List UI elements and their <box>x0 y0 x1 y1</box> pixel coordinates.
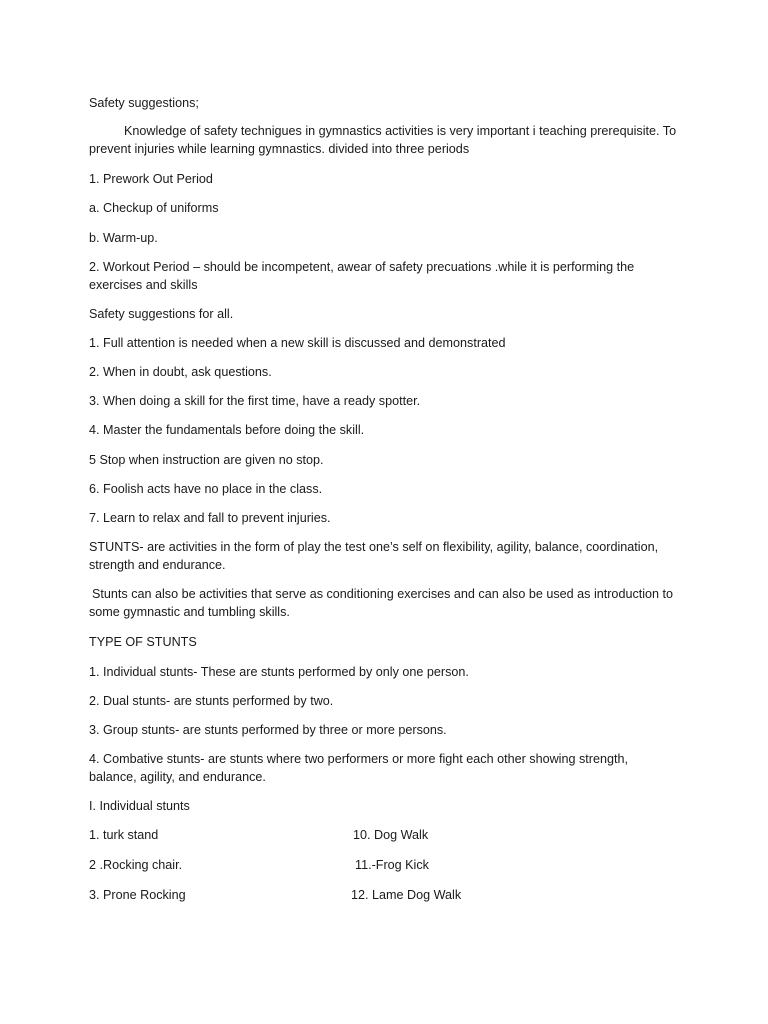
individual-stunt-left: 3. Prone Rocking <box>89 888 186 902</box>
individual-stunt-right: 11.-Frog Kick <box>355 858 429 872</box>
safety-item: 6. Foolish acts have no place in the class. <box>89 482 323 496</box>
individual-stunt-right: 10. Dog Walk <box>353 828 429 842</box>
stunts-definition: STUNTS- are activities in the form of play the test one’s self on flexibility, agility, balance, coordination, strength and endurance. <box>89 540 659 572</box>
stunt-type: 3. Group stunts- are stunts performed by three or more persons. <box>89 723 447 737</box>
individual-stunt-left: 1. turk stand <box>89 828 159 842</box>
safety-item: 5 Stop when instruction are given no stop. <box>89 453 324 467</box>
prework-period: 1. Prework Out Period <box>89 172 213 186</box>
workout-period: 2. Workout Period – should be incompetent, awear of safety precuations .while it is performing the exercises and skills <box>89 260 635 292</box>
individual-heading: I. Individual stunts <box>89 799 190 813</box>
safety-item: 1. Full attention is needed when a new skill is discussed and demonstrated <box>89 336 506 350</box>
safety-item: 7. Learn to relax and fall to prevent injuries. <box>89 511 331 525</box>
prework-item: a. Checkup of uniforms <box>89 201 219 215</box>
prework-item: b. Warm-up. <box>89 231 158 245</box>
safety-all-heading: Safety suggestions for all. <box>89 307 234 321</box>
type-heading: TYPE OF STUNTS <box>89 635 197 649</box>
stunt-type: 4. Combative stunts- are stunts where two performers or more fight each other showing strength, balance, agility, and endurance. <box>89 752 628 784</box>
intro-paragraph: Knowledge of safety technigues in gymnastics activities is very important i teaching prerequisite. To prevent injuries while learning gymnastics. divided into three periods <box>89 124 677 156</box>
individual-stunt-left: 2 .Rocking chair. <box>89 858 183 872</box>
heading: Safety suggestions; <box>89 96 199 110</box>
safety-item: 2. When in doubt, ask questions. <box>89 365 272 379</box>
safety-item: 4. Master the fundamentals before doing the skill. <box>89 423 365 437</box>
stunt-type: 2. Dual stunts- are stunts performed by two. <box>89 694 334 708</box>
safety-item: 3. When doing a skill for the first time, have a ready spotter. <box>89 394 421 408</box>
stunts-conditioning: Stunts can also be activities that serve as conditioning exercises and can also be used as introduction to some gymnastic and tumbling skills. <box>89 587 674 619</box>
individual-stunt-right: 12. Lame Dog Walk <box>351 888 462 902</box>
stunt-type: 1. Individual stunts- These are stunts performed by only one person. <box>89 665 469 679</box>
